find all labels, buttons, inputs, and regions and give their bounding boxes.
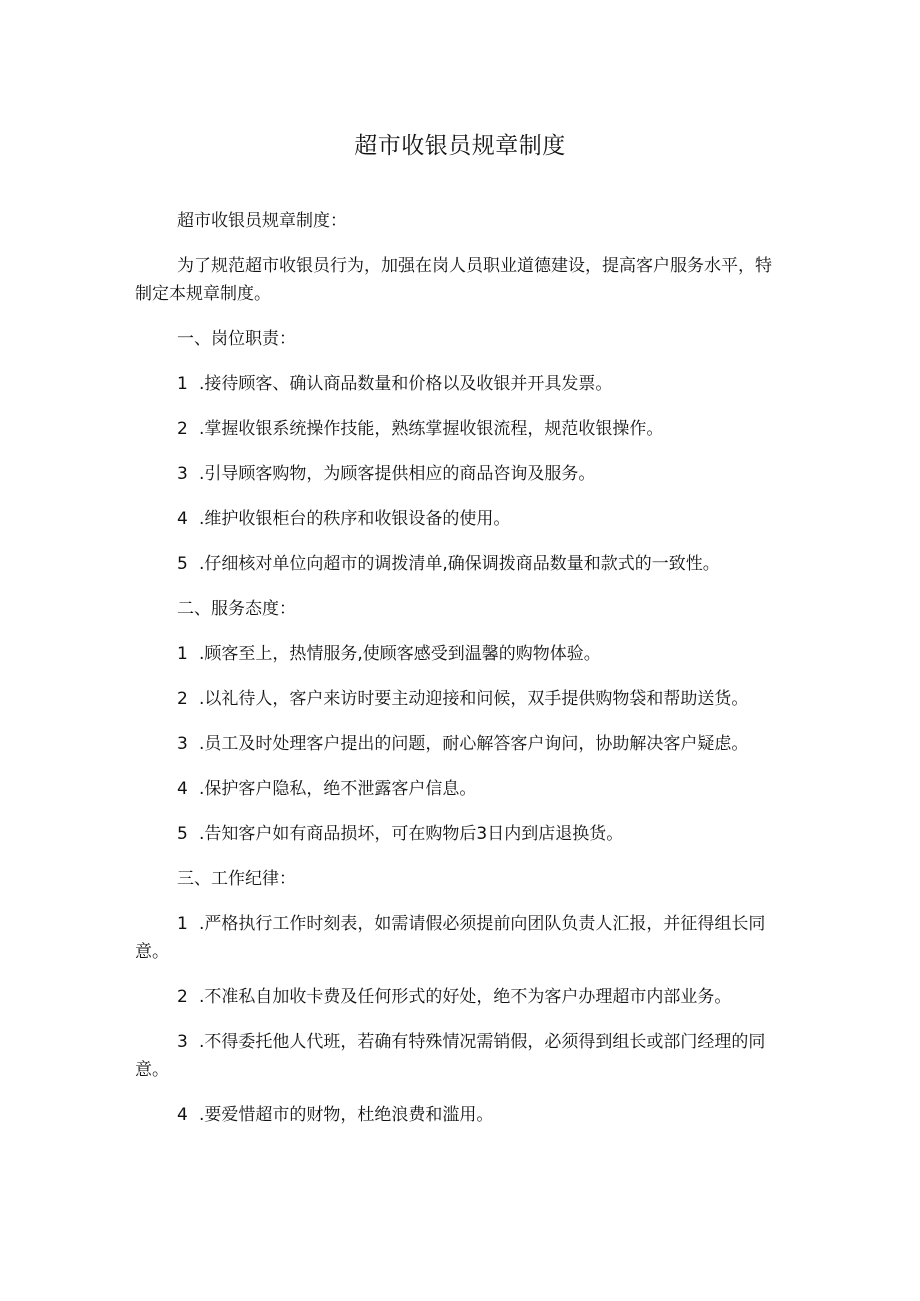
section-heading: 三、工作纪律：	[177, 869, 296, 889]
list-item	[135, 983, 775, 1011]
item-number: 1	[177, 644, 188, 664]
intro-text: 为了规范超市收银员行为，加强在岗人员职业道德建设，提高客户服务水平，特制定本规章制度。	[135, 256, 772, 304]
section-heading: 二、服务态度：	[177, 599, 296, 619]
item-text: .不准私自加收卡费及任何形式的好处，绝不为客户办理超市内部业务。	[199, 987, 732, 1007]
item-text: .要爱惜超市的财物，杜绝浪费和滥用。	[199, 1105, 494, 1125]
item-text: .接待顾客、确认商品数量和价格以及收银并开具发票。	[199, 374, 613, 394]
section-heading: 一、岗位职责：	[177, 329, 296, 349]
item-text: .以礼待人，客户来访时要主动迎接和问候，双手提供购物袋和帮助送货。	[199, 689, 749, 709]
item-number: 1	[177, 374, 188, 394]
list-item	[135, 640, 775, 668]
item-number: 3	[177, 734, 188, 754]
item-text: .维护收银柜台的秩序和收银设备的使用。	[199, 509, 511, 529]
item-number: 4	[177, 1105, 188, 1125]
item-number: 3	[177, 464, 188, 484]
item-number: 4	[177, 509, 188, 529]
list-item	[135, 550, 775, 578]
intro-label: 超市收银员规章制度：	[177, 211, 347, 231]
item-text: .仔细核对单位向超市的调拨清单,确保调拨商品数量和款式的一致性。	[199, 554, 720, 574]
item-text: .掌握收银系统操作技能，熟练掌握收银流程，规范收银操作。	[199, 419, 664, 439]
item-number: 2	[177, 689, 188, 709]
item-number: 2	[177, 419, 188, 439]
item-text: .不得委托他人代班，若确有特殊情况需销假，必须得到组长或部门经理的同意。	[135, 1032, 766, 1080]
item-number: 2	[177, 987, 188, 1007]
list-item	[135, 460, 775, 488]
item-text: .告知客户如有商品损坏，可在购物后3日内到店退换货。	[199, 824, 624, 844]
list-item	[135, 415, 775, 443]
item-number: 1	[177, 914, 188, 934]
document-body	[135, 207, 775, 1146]
item-text: .顾客至上，热情服务,使顾客感受到温馨的购物体验。	[199, 644, 601, 664]
item-text: .员工及时处理客户提出的问题，耐心解答客户询问，协助解决客户疑虑。	[199, 734, 749, 754]
item-number: 4	[177, 779, 188, 799]
list-item	[135, 1028, 775, 1084]
list-item	[135, 910, 775, 966]
item-text: .严格执行工作时刻表，如需请假必须提前向团队负责人汇报，并征得组长同意。	[135, 914, 766, 962]
list-item	[135, 505, 775, 533]
list-item	[135, 685, 775, 713]
list-item	[135, 730, 775, 758]
page-title: 超市收银员规章制度	[354, 133, 566, 159]
item-text: .保护客户隐私，绝不泄露客户信息。	[199, 779, 477, 799]
item-number: 5	[177, 824, 188, 844]
item-number: 3	[177, 1032, 188, 1052]
list-item	[135, 820, 775, 848]
list-item	[135, 1101, 775, 1129]
list-item	[135, 370, 775, 398]
item-text: .引导顾客购物，为顾客提供相应的商品咨询及服务。	[199, 464, 596, 484]
list-item	[135, 775, 775, 803]
item-number: 5	[177, 554, 188, 574]
